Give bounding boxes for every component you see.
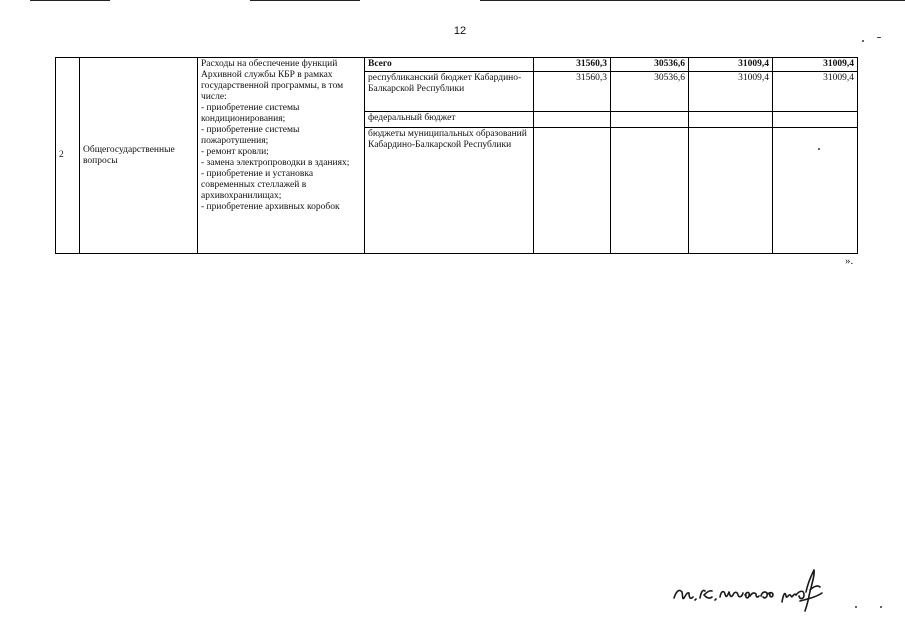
page-number: 12	[453, 25, 467, 37]
section-name: Общегосударственные вопросы	[80, 58, 198, 254]
top-rule-right	[480, 0, 905, 1]
top-rule-left	[30, 0, 110, 1]
top-rule-mid	[250, 0, 360, 1]
signature	[670, 562, 840, 612]
value-cell: 31560,3	[534, 72, 611, 112]
scan-speck	[877, 37, 881, 38]
value-cell: 31009,4	[773, 58, 858, 72]
value-cell	[611, 112, 689, 128]
value-cell	[773, 112, 858, 128]
scan-speck	[818, 148, 820, 150]
activity-description	[198, 58, 365, 254]
row-number: 2	[56, 58, 80, 254]
activity-item: - приобретение и установка современных стеллажей в архивохранилищах;	[201, 169, 314, 201]
value-cell: 31009,4	[689, 58, 773, 72]
source-municipal: бюджеты муниципальных образований Кабардино-Балкарской Республики	[365, 128, 534, 254]
scan-speck	[880, 606, 882, 608]
activity-item: - приобретение системы пожаротушения;	[201, 125, 300, 146]
activity-item: - замена электропроводки в зданиях;	[201, 158, 350, 168]
budget-table	[55, 57, 858, 254]
closing-quote: ».	[845, 255, 854, 267]
value-cell: 30536,6	[611, 72, 689, 112]
source-regional: республиканский бюджет Кабардино-Балкарской Республики	[365, 72, 534, 112]
value-cell	[534, 112, 611, 128]
value-cell: 31009,4	[689, 72, 773, 112]
activity-title: Расходы на обеспечение функций Архивной службы КБР в рамках государственной программы, в том числе:	[201, 59, 344, 102]
value-cell	[534, 128, 611, 254]
value-cell: 31560,3	[534, 58, 611, 72]
source-federal: федеральный бюджет	[365, 112, 534, 128]
activity-item: - приобретение архивных коробок	[201, 202, 340, 212]
value-cell	[689, 112, 773, 128]
table-row	[56, 58, 858, 72]
activity-item: - приобретение системы кондиционирования;	[201, 103, 300, 124]
value-cell: 30536,6	[611, 58, 689, 72]
source-total: Всего	[365, 58, 534, 72]
value-cell	[611, 128, 689, 254]
value-cell: 31009,4	[773, 72, 858, 112]
scan-speck	[862, 40, 864, 42]
value-cell	[689, 128, 773, 254]
activity-item: - ремонт кровли;	[201, 147, 269, 157]
value-cell	[773, 128, 858, 254]
scan-speck	[855, 606, 857, 608]
